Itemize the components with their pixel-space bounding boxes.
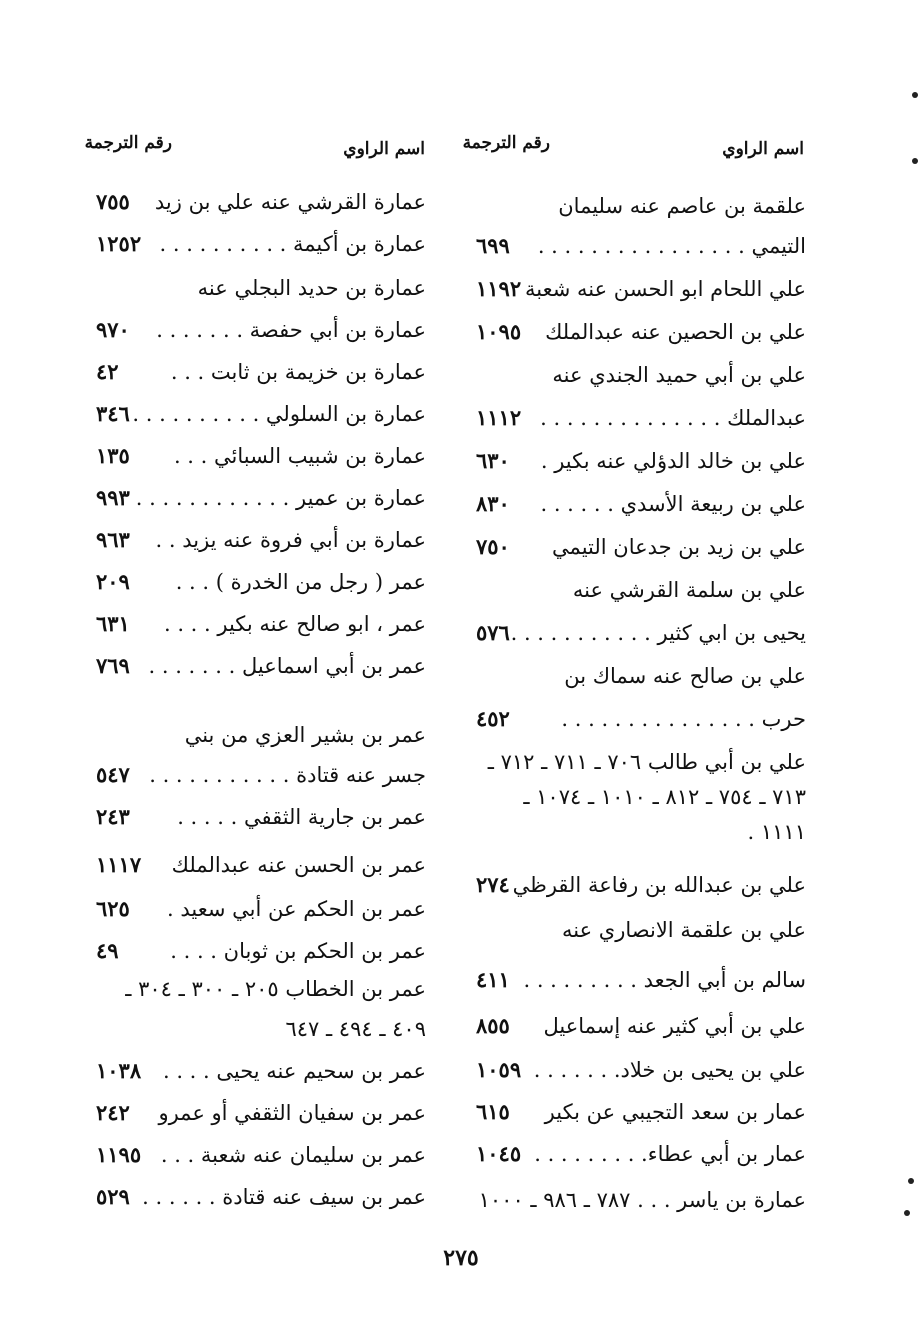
entry-number: ٧٥٥ [96, 189, 130, 214]
entry-name: عمارة بن شبيب السبائي . . . [173, 444, 426, 468]
index-entry [96, 1093, 426, 1133]
index-entry [96, 182, 426, 222]
index-entry [96, 797, 426, 837]
index-entry [476, 570, 806, 610]
index-entry [96, 1009, 426, 1049]
index-entry [476, 812, 806, 852]
entry-number: ١٠٣٨ [96, 1058, 142, 1083]
index-entry [476, 613, 806, 653]
index-entry [96, 845, 426, 885]
entry-number: ١٠٩٥ [476, 319, 522, 344]
index-entry [96, 436, 426, 476]
index-entry [96, 478, 426, 518]
index-entry [96, 268, 426, 308]
entry-name: عبدالملك . . . . . . . . . . . . . . [540, 406, 806, 430]
entry-name: علي بن أبي طالب ٧٠٦ ـ ٧١١ ـ ٧١٢ ـ [487, 750, 806, 774]
entry-name: سالم بن أبي الجعد . . . . . . . . . [523, 968, 806, 992]
entry-name: عمارة بن أبي فروة عنه يزيد . . [155, 528, 426, 552]
index-entry [476, 777, 806, 817]
index-entry [476, 441, 806, 481]
entry-name: عمر ، ابو صالح عنه بكير . . . . [163, 612, 426, 636]
entry-name: ٧١٣ ـ ٧٥٤ ـ ٨١٢ ـ ١٠١٠ ـ ١٠٧٤ ـ [523, 785, 806, 809]
entry-name: يحيى بن ابي كثير . . . . . . . . . . . [510, 621, 806, 645]
index-entry [476, 398, 806, 438]
entry-number: ٦٣١ [96, 611, 130, 636]
index-entry [476, 269, 806, 309]
entry-name: علي بن الحصين عنه عبدالملك [545, 320, 806, 344]
index-entry [476, 1134, 806, 1174]
index-entry [96, 352, 426, 392]
entry-name: علي بن عبدالله بن رفاعة القرظي [512, 873, 806, 897]
entry-number: ١٢٥٢ [96, 231, 142, 256]
index-entry [96, 1135, 426, 1175]
entry-name: عمار بن أبي عطاء. . . . . . . . . [534, 1142, 806, 1166]
index-entry [476, 312, 806, 352]
entry-number: ٢٧٤ [476, 872, 510, 897]
entry-name: عمر بن الحكم عن أبي سعيد . [167, 897, 426, 921]
entry-name: عمر بن سحيم عنه يحيى . . . . [162, 1059, 426, 1083]
entry-number: ١٣٥ [96, 443, 130, 468]
index-entry [476, 656, 806, 696]
entry-name: علي بن ربيعة الأسدي . . . . . . [540, 492, 806, 516]
entry-number: ٢٤٣ [96, 804, 130, 829]
header-left-num: رقم الترجمة [84, 133, 172, 153]
entry-number: ٤٢ [96, 359, 119, 384]
entry-name: عمار بن سعد التجيبي عن بكير [544, 1100, 806, 1124]
entry-name: ٤٠٩ ـ ٤٩٤ ـ ٦٤٧ [285, 1017, 426, 1041]
index-entry [476, 1050, 806, 1090]
index-entry [476, 960, 806, 1000]
entry-name: عمر بن جارية الثقفي . . . . . [177, 805, 426, 829]
index-entry [96, 931, 426, 971]
entry-number: ٥٧٦ [476, 620, 510, 645]
entry-name: علقمة بن عاصم عنه سليمان [558, 194, 806, 218]
entry-name: علي بن خالد الدؤلي عنه بكير . [540, 449, 806, 473]
entry-number: ٩٧٠ [96, 317, 130, 342]
index-entry [476, 226, 806, 266]
index-entry [476, 355, 806, 395]
entry-name: عمارة بن خزيمة بن ثابت . . . [170, 360, 426, 384]
entry-number: ٤١١ [476, 967, 510, 992]
entry-name: علي بن أبي كثير عنه إسماعيل [543, 1014, 806, 1038]
index-entry [476, 186, 806, 226]
index-entry [96, 1177, 426, 1217]
entry-number: ٤٥٢ [476, 706, 510, 731]
entry-number: ٥٢٩ [96, 1184, 130, 1209]
entry-name: عمر بن بشير العزي من بني [184, 723, 426, 747]
index-entry [96, 224, 426, 264]
entry-number: ٦٩٩ [476, 233, 510, 258]
entry-name: علي بن سلمة القرشي عنه [572, 578, 806, 602]
index-entry [96, 755, 426, 795]
entry-name: عمر ( رجل من الخدرة ) . . . [175, 570, 426, 594]
index-entry [96, 1051, 426, 1091]
entry-number: ٢٤٢ [96, 1100, 130, 1125]
index-entry [96, 715, 426, 755]
index-entry [476, 865, 806, 905]
index-entry [96, 310, 426, 350]
entry-number: ٤٩ [96, 938, 119, 963]
entry-name: علي اللحام ابو الحسن عنه شعبة [525, 277, 806, 301]
index-entry [96, 520, 426, 560]
index-entry [96, 889, 426, 929]
index-entry [96, 394, 426, 434]
entry-name: عمر بن أبي اسماعيل . . . . . . . [148, 654, 426, 678]
entry-name: عمارة بن السلولي . . . . . . . . . . [132, 402, 426, 426]
entry-number: ٧٦٩ [96, 653, 130, 678]
entry-name: علي بن أبي حميد الجندي عنه [552, 363, 806, 387]
index-entry [476, 699, 806, 739]
entry-name: عمر بن الحكم بن ثوبان . . . . [170, 939, 426, 963]
entry-name: عمارة بن ياسر . . . ٧٨٧ ـ ٩٨٦ ـ ١٠٠٠ [478, 1188, 806, 1212]
entry-number: ٧٥٠ [476, 534, 510, 559]
index-entry [96, 562, 426, 602]
entry-name: علي بن يحيى بن خلاد. . . . . . . [533, 1058, 806, 1082]
index-entry [476, 484, 806, 524]
entry-name: حرب . . . . . . . . . . . . . . . [561, 707, 806, 731]
index-entry [476, 1006, 806, 1046]
entry-number: ١١٩٥ [96, 1142, 142, 1167]
entry-name: التيمي . . . . . . . . . . . . . . . . [537, 234, 806, 258]
entry-name: ١١١١ . [747, 820, 806, 844]
index-entry [476, 910, 806, 950]
entry-name: عمر بن الحسن عنه عبدالملك [171, 853, 426, 877]
entry-name: عمارة بن أبي حفصة . . . . . . . [156, 318, 426, 342]
entry-name: عمارة القرشي عنه علي بن زيد [154, 190, 426, 214]
entry-name: عمارة بن حديد البجلي عنه [197, 276, 426, 300]
entry-number: ١١٩٢ [476, 276, 522, 301]
entry-name: علي بن صالح عنه سماك بن [564, 664, 806, 688]
index-entry [476, 1092, 806, 1132]
index-entry [476, 1180, 806, 1220]
page-number: ٢٧٥ [443, 1245, 479, 1271]
margin-mark [912, 92, 918, 98]
entry-name: علي بن زيد بن جدعان التيمي [552, 535, 806, 559]
entry-number: ٨٥٥ [476, 1013, 510, 1038]
header-left-name: اسم الراوي [343, 139, 425, 159]
index-entry [96, 646, 426, 686]
entry-number: ٥٤٧ [96, 762, 130, 787]
header-right-name: اسم الراوي [722, 139, 804, 159]
entry-number: ٦٢٥ [96, 896, 130, 921]
entry-name: عمر بن سيف عنه قتادة . . . . . . [142, 1185, 426, 1209]
entry-number: ١٠٥٩ [476, 1057, 522, 1082]
index-entry [476, 527, 806, 567]
index-entry [96, 969, 426, 1009]
entry-name: عمارة بن عمير . . . . . . . . . . . . [135, 486, 426, 510]
entry-number: ٨٣٠ [476, 491, 510, 516]
entry-name: عمر بن الخطاب ٢٠٥ ـ ٣٠٠ ـ ٣٠٤ ـ [125, 977, 426, 1001]
entry-name: عمر بن سليمان عنه شعبة . . . [160, 1143, 426, 1167]
entry-number: ١١١٧ [96, 852, 142, 877]
entry-name: عمارة بن أكيمة . . . . . . . . . . [159, 232, 426, 256]
margin-mark [912, 158, 918, 164]
entry-number: ٩٩٣ [96, 485, 130, 510]
header-right-num: رقم الترجمة [462, 133, 550, 153]
entry-number: ٦١٥ [476, 1099, 510, 1124]
entry-number: ٢٠٩ [96, 569, 130, 594]
margin-mark [904, 1210, 910, 1216]
entry-number: ١٠٤٥ [476, 1141, 522, 1166]
entry-name: جسر عنه قتادة . . . . . . . . . . . [149, 763, 426, 787]
entry-number: ٦٣٠ [476, 448, 510, 473]
entry-name: علي بن علقمة الانصاري عنه [562, 918, 806, 942]
entry-number: ٩٦٣ [96, 527, 130, 552]
index-entry [96, 604, 426, 644]
index-entry [476, 742, 806, 782]
entry-number: ١١١٢ [476, 405, 522, 430]
entry-name: عمر بن سفيان الثقفي أو عمرو [158, 1101, 426, 1125]
margin-mark [908, 1178, 914, 1184]
entry-number: ٣٤٦ [96, 401, 130, 426]
